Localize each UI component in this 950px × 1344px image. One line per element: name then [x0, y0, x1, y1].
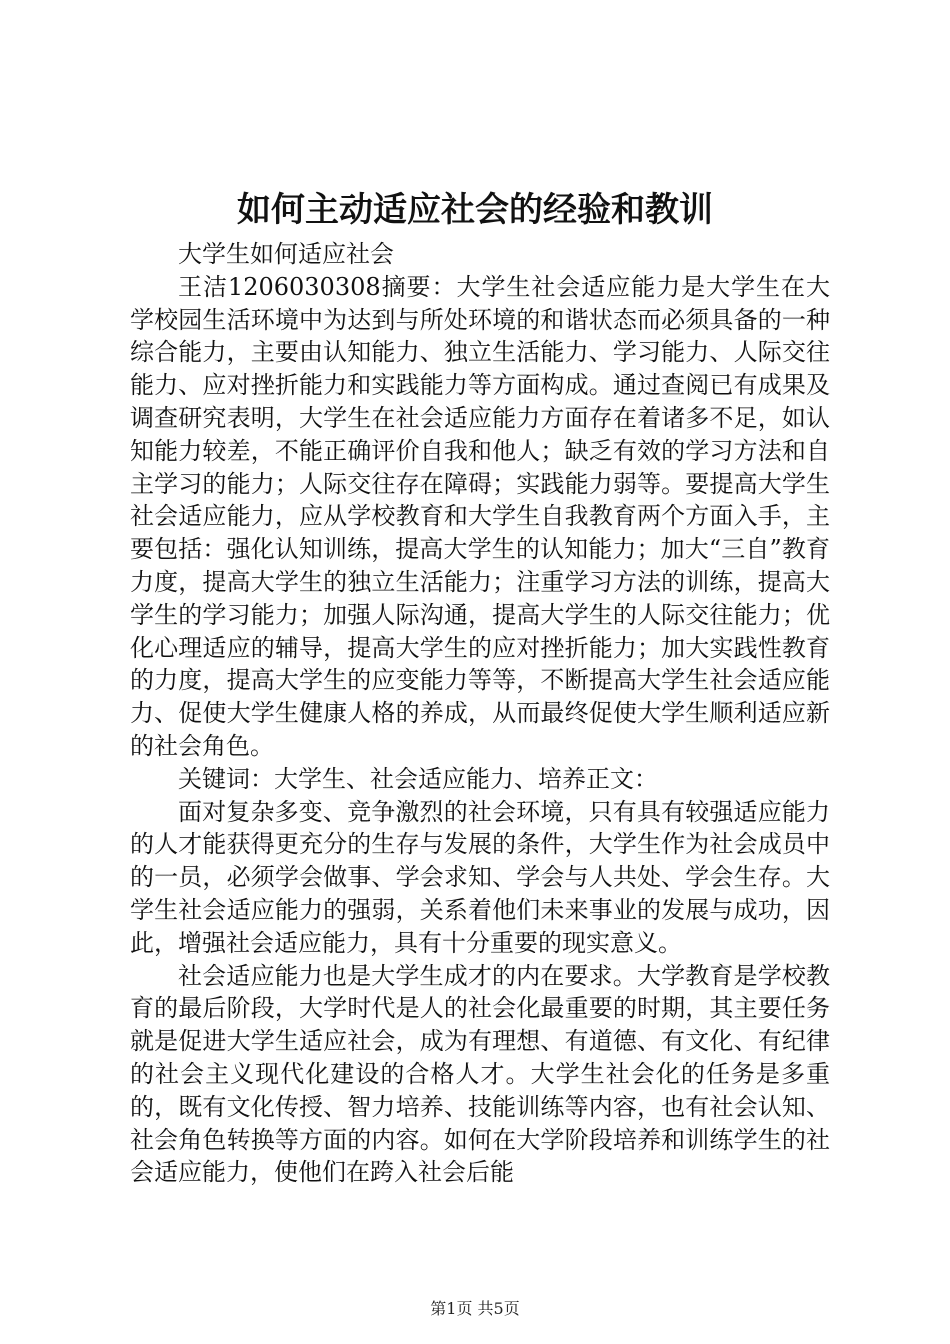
paragraph-abstract: 王洁1206030308摘要：大学生社会适应能力是大学生在大学校园生活环境中为达到与所处环境的和谐状态而必须具备的一种综合能力，主要由认知能力、独立生活能力、学习能力、人际交往能力、应对挫折能力和实践能力等方面构成。通过查阅已有成果及调查研究表明，大学生在社会适应能力方面存在着诸多不足，如认知能力较差，不能正确评价自我和他人；缺乏有效的学习方法和自主学习的能力；人际交往存在障碍；实践能力弱等。要提高大学生社会适应能力，应从学校教育和大学生自我教育两个方面入手，主要包括：强化认知训练，提高大学生的认知能力；加大“三自”教育力度，提高大学生的独立生活能力；注重学习方法的训练，提高大学生的学习能力；加强人际沟通，提高大学生的人际交往能力；优化心理适应的辅导，提高大学生的应对挫折能力；加大实践性教育的力度，提高大学生的应变能力等等，不断提高大学生社会适应能力、促使大学生健康人格的养成，从而最终促使大学生顺利适应新的社会角色。 [130, 272, 830, 760]
paragraph-body-2: 社会适应能力也是大学生成才的内在要求。大学教育是学校教育的最后阶段，大学时代是人的社会化最重要的时期，其主要任务就是促进大学生适应社会，成为有理想、有道德、有文化、有纪律的社会主义现代化建设的合格人才。大学生社会化的任务是多重的，既有文化传授、智力培养、技能训练等内容，也有社会认知、社会角色转换等方面的内容。如何在大学阶段培养和训练学生的社会适应能力，使他们在跨入社会后能 [130, 961, 830, 1187]
page-number-footer: 第1页 共5页 [430, 1299, 520, 1318]
document-body [130, 238, 830, 1189]
document-title: 如何主动适应社会的经验和教训 [237, 190, 713, 230]
paragraph-subtitle: 大学生如何适应社会 [178, 240, 394, 268]
paragraph-body-1: 面对复杂多变、竞争激烈的社会环境，只有具有较强适应能力的人才能获得更充分的生存与发展的条件，大学生作为社会成员中的一员，必须学会做事、学会求知、学会与人共处、学会生存。大学生社会适应能力的强弱，关系着他们未来事业的发展与成功，因此，增强社会适应能力，具有十分重要的现实意义。 [130, 797, 830, 957]
paragraph-keywords: 关键词：大学生、社会适应能力、培养正文： [178, 764, 658, 793]
